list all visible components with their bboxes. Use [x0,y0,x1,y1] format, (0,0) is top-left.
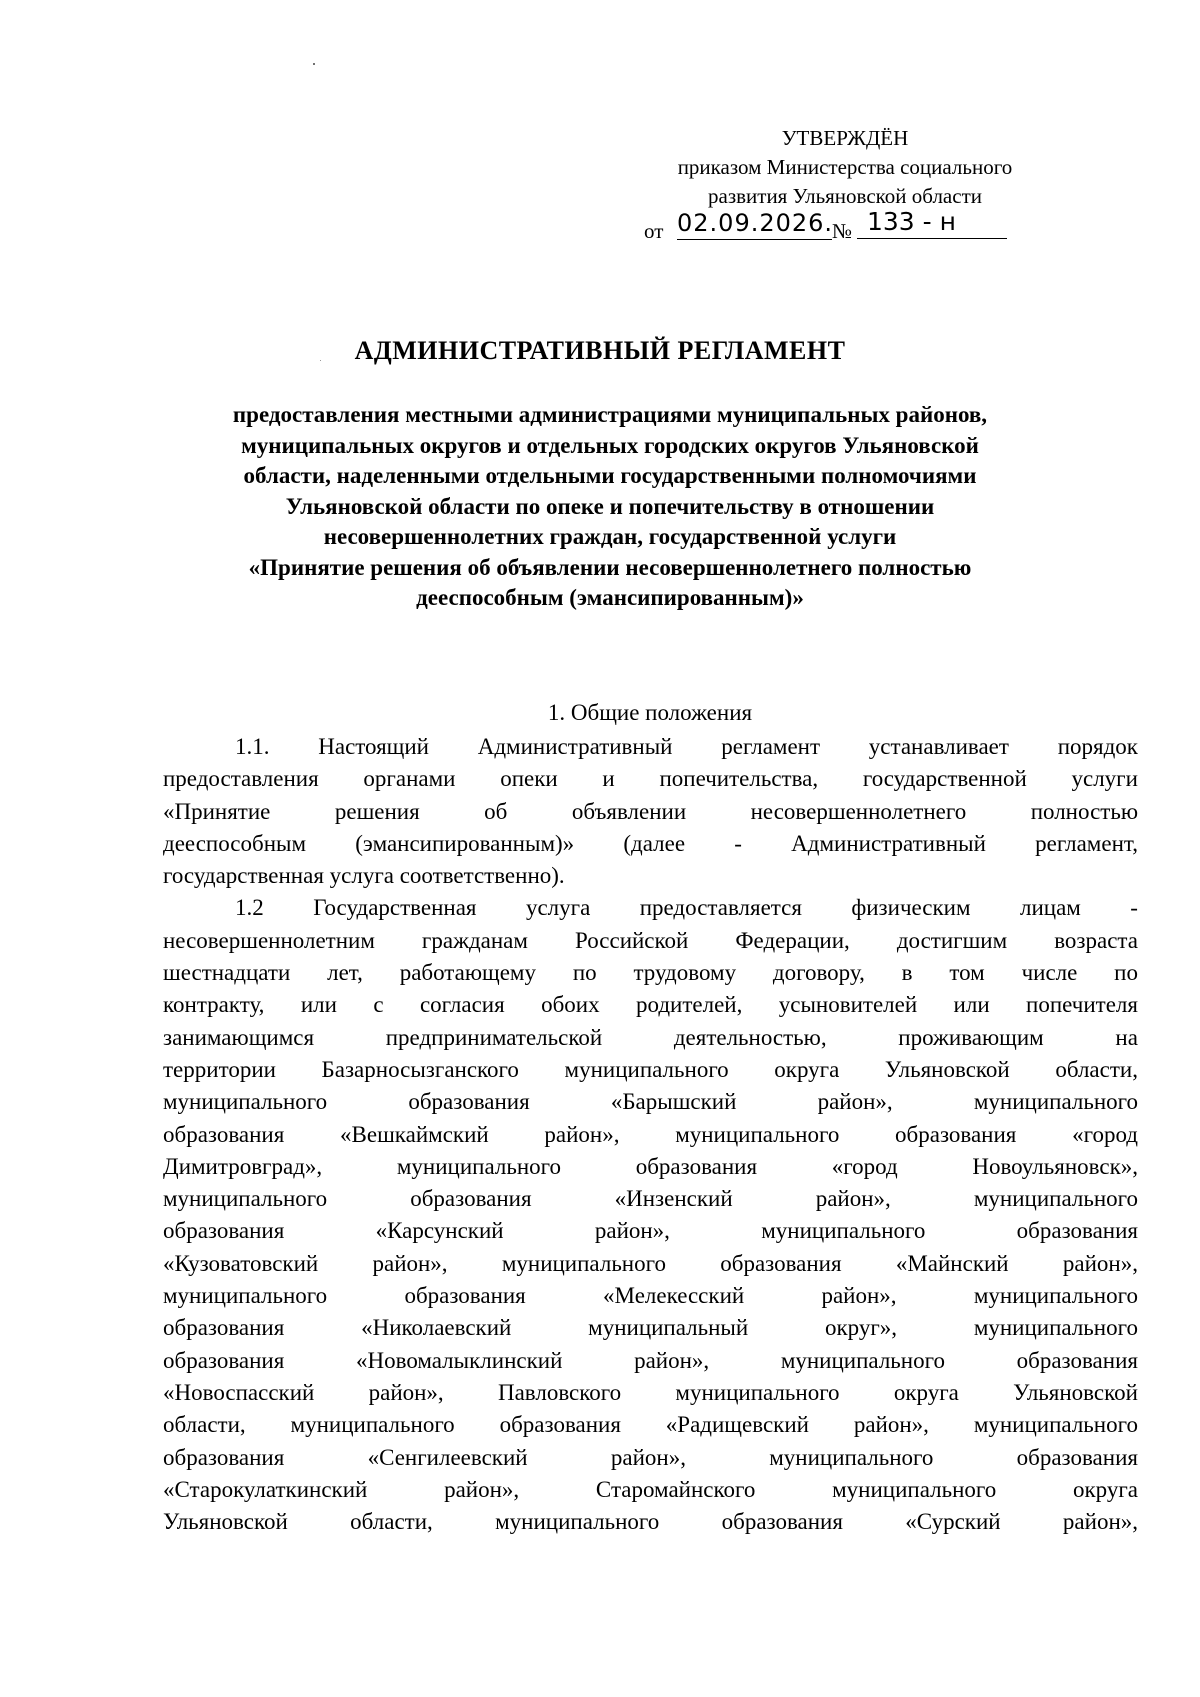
text-line: образования «Новомалыклинский район», муниципального образования [163,1347,1138,1373]
document-body [163,731,1138,1538]
text-line: «Кузоватовский район», муниципального образования «Майнский район», [163,1250,1138,1276]
subtitle-line: дееспособным (эмансипированным)» [416,585,804,610]
approval-heading: УТВЕРЖДЁН [781,126,909,150]
approval-order-line: приказом Министерства социального [677,155,1013,179]
scan-speck [313,63,315,65]
approval-stamp-block [600,124,1090,253]
text-line: муниципального образования «Инзенский район», муниципального [163,1186,1138,1212]
text-line: занимающимся предпринимательской деятельностью, проживающим на [163,1024,1138,1050]
section-heading: 1. Общие положения [547,700,753,725]
text-line: образования «Николаевский муниципальный округ», муниципального [163,1315,1138,1341]
subtitle-line: области, наделенными отдельными государственными полномочиями [243,463,977,488]
text-line: «Новоспасский район», Павловского муниципального округа Ульяновской [163,1379,1138,1405]
text-line: Ульяновской области, муниципального образования «Сурский район», [163,1509,1138,1535]
text-line: «Принятие решения об объявлении несовершеннолетнего полностью [163,798,1138,824]
from-label: от [644,219,664,243]
text-line: муниципального образования «Мелекесский район», муниципального [163,1283,1138,1309]
text-line: шестнадцати лет, работающему по трудовому договору, в том числе по [163,960,1138,986]
subtitle-line: муниципальных округов и отдельных городских округов Ульяновской [241,432,979,458]
subtitle-line: предоставления местными администрациями муниципальных районов, [232,402,988,427]
text-line: 1.1. Настоящий Административный регламент устанавливает порядок [235,734,1138,759]
text-line: территории Базарносызганского муниципального округа Ульяновской области, [163,1056,1138,1082]
approval-ministry-line: развития Ульяновской области [708,184,982,208]
document-subtitle [160,400,1060,614]
text-line: контракту, или с согласия обоих родителей, усыновителей или попечителя [163,992,1138,1018]
number-label: № [832,219,853,243]
text-line: области, муниципального образования «Радищевский район», муниципального [163,1412,1138,1438]
text-line: предоставления органами опеки и попечительства, государственной услуги [163,766,1138,792]
text-line: 1.2 Государственная услуга предоставляется физическим лицам - [235,895,1138,921]
paragraph-1-1 [163,731,1138,892]
text-line: Димитровград», муниципального образования «город Новоульяновск», [163,1153,1138,1179]
text-line: «Старокулаткинский район», Старомайнского муниципального округа [163,1476,1138,1502]
text-line: образования «Вешкаймский район», муниципального образования «город [163,1121,1138,1147]
subtitle-line: несовершеннолетних граждан, государственной услуги [323,524,897,549]
date-number-field [644,207,1004,245]
paragraph-1-2 [163,892,1138,1538]
approval-date-number-row [600,207,1090,253]
text-line: муниципального образования «Барышский район», муниципального [163,1089,1138,1115]
document-title: АДМИНИСТРАТИВНЫЙ РЕГЛАМЕНТ [354,336,846,365]
text-line: несовершеннолетним гражданам Российской Федерации, достигшим возраста [163,927,1138,953]
text-line: образования «Сенгилеевский район», муниципального образования [163,1444,1138,1470]
subtitle-line: Ульяновской области по опеке и попечительству в отношении [285,493,935,519]
text-line: дееспособным (эмансипированным)» (далее - Административный регламент, [163,830,1138,856]
handwritten-date: 02.09.2026. [677,209,832,240]
text-line: образования «Карсунский район», муниципального образования [163,1218,1138,1244]
handwritten-number: 133 - н [857,207,1007,239]
text-line: государственная услуга соответственно). [163,863,565,889]
subtitle-line: «Принятие решения об объявлении несовершеннолетнего полностью [248,554,972,580]
